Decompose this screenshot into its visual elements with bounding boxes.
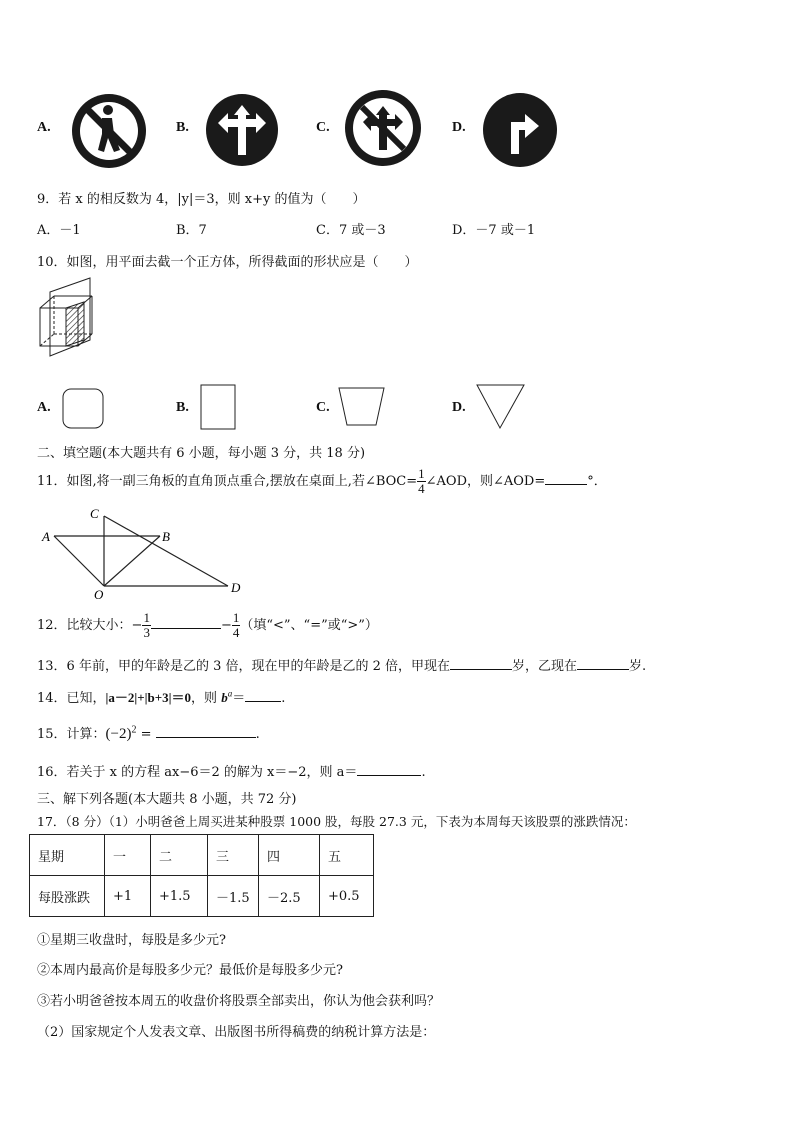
q15-text-pre: 15．计算：: [37, 727, 106, 742]
section-3-heading: 三、解下列各题(本大题共 8 小题，共 72 分): [37, 792, 297, 807]
straight-or-left-sign-icon: [204, 93, 280, 167]
q12-answer-blank[interactable]: [151, 616, 221, 629]
q17-sub-question-2: ②本周内最高价是每股多少元？最低价是每股多少元?: [37, 963, 343, 978]
rounded-square-shape: [62, 388, 106, 430]
stock-change-table: [29, 834, 374, 917]
q9-option-c: C．7 或－3: [316, 223, 386, 238]
table-cell: +1: [105, 876, 151, 917]
q11-text-tail: °．: [587, 474, 607, 489]
q14-text-mid: ，则: [191, 691, 222, 706]
table-cell: 二: [151, 835, 208, 876]
q10-option-c-label: C.: [316, 400, 330, 415]
q13-text: [37, 655, 646, 674]
q11-text-pre: 11．如图,将一副三角板的直角顶点重合,摆放在桌面上,若∠BOC=: [37, 474, 418, 489]
table-cell: 一: [105, 835, 151, 876]
q9-option-a: A．－1: [37, 223, 81, 238]
point-label-o: O: [94, 587, 104, 602]
q9-text: 9．若 x 的相反数为 4，|y|＝3，则 x+y 的值为（ ）: [37, 192, 366, 207]
q13-text-mid: 岁，乙现在: [512, 659, 578, 674]
table-cell: －1.5: [208, 876, 259, 917]
table-cell: 星期: [30, 835, 105, 876]
q15-exponent: 2: [131, 724, 137, 736]
q12-right-den: 4: [232, 625, 240, 640]
table-row: [30, 835, 374, 876]
q12-right-sign: −: [220, 618, 232, 633]
q14-text-post: .: [281, 691, 286, 706]
point-label-b: B: [162, 529, 170, 544]
q14-base: b: [221, 690, 228, 705]
q11-text-post: ∠AOD，则∠AOD=: [425, 474, 546, 489]
q8-option-d-label: D.: [452, 120, 466, 135]
q15-expression: (−2): [105, 726, 132, 742]
q8-option-a-label: A.: [37, 120, 51, 135]
table-cell: +0.5: [320, 876, 374, 917]
q15-text-post: .: [255, 727, 260, 742]
q12-text: [37, 608, 378, 644]
q13-answer-blank-a[interactable]: [450, 657, 512, 670]
right-turn-sign-icon: [481, 92, 559, 168]
q9-option-b: B．7: [176, 223, 207, 238]
q16-text-pre: 16．若关于 x 的方程 ax−6＝2 的解为 x＝−2，则 a＝: [37, 765, 358, 780]
point-label-a: A: [42, 529, 50, 544]
table-cell: －2.5: [259, 876, 320, 917]
q12-text-pre: 12．比较大小：: [37, 618, 132, 633]
trapezoid-shape: [338, 387, 386, 429]
q16-text-post: .: [421, 765, 426, 780]
q11-fraction: [417, 467, 426, 496]
q16-answer-blank[interactable]: [357, 763, 421, 776]
q11-text: [37, 466, 607, 498]
q10-option-b-label: B.: [176, 400, 189, 415]
q17-text: 17．（8 分）（1）小明爸爸上周买进某种股票 1000 股，每股 27.3 元，下表为本周每天该股票的涨跌情况：: [37, 814, 636, 829]
q15-answer-blank[interactable]: [156, 725, 256, 738]
q10-option-d-label: D.: [452, 400, 466, 415]
inverted-triangle-shape: [476, 384, 526, 432]
q17-sub-question-3: ③若小明爸爸按本周五的收盘价将股票全部卖出，你认为他会获利吗？: [37, 994, 441, 1009]
rectangle-shape: [200, 384, 238, 432]
q17-sub-question-1: ①星期三收盘时，每股是多少元?: [37, 933, 226, 948]
q16-text: [37, 761, 426, 780]
q13-text-pre: 13．6 年前，甲的年龄是乙的 3 倍，现在甲的年龄是乙的 2 倍，甲现在: [37, 659, 451, 674]
q12-left-fraction: [142, 611, 151, 640]
q12-right-num: 1: [232, 610, 240, 625]
q8-option-b-label: B.: [176, 120, 189, 135]
q14-exponent: a: [227, 688, 233, 699]
q12-left-sign: −: [131, 618, 143, 633]
table-cell: 三: [208, 835, 259, 876]
q9-option-d: D．－7 或－1: [452, 223, 536, 238]
table-cell: 每股涨跌: [30, 876, 105, 917]
q13-answer-blank-b[interactable]: [577, 657, 629, 670]
q10-option-a-label: A.: [37, 400, 51, 415]
cube-cut-figure: [36, 272, 100, 364]
q11-fraction-den: 4: [418, 481, 425, 496]
q14-expression: |a－2|+|b+3|＝0: [105, 690, 192, 705]
table-cell: 五: [320, 835, 374, 876]
table-cell: +1.5: [151, 876, 208, 917]
triangle-board-figure: [38, 502, 248, 602]
q12-text-post: （填“<”、“=”或“>”）: [240, 618, 378, 633]
q8-option-c-label: C.: [316, 120, 330, 135]
no-straight-or-left-sign-icon: [343, 88, 423, 168]
q14-text-pre: 14．已知，: [37, 691, 106, 706]
q11-answer-blank[interactable]: [545, 472, 587, 485]
q15-equals: =: [136, 727, 156, 742]
table-row: [30, 876, 374, 917]
q11-fraction-num: 1: [418, 466, 425, 481]
q12-left-num: 1: [143, 610, 150, 625]
q14-answer-blank[interactable]: [245, 689, 281, 702]
q14-equals: ＝: [232, 691, 246, 706]
no-pedestrian-sign-icon: [68, 92, 150, 170]
q12-left-den: 3: [143, 625, 150, 640]
section-2-heading: 二、填空题(本大题共有 6 小题，每小题 3 分，共 18 分): [37, 446, 366, 461]
q15-text: [37, 723, 260, 743]
q17-part-2: （2）国家规定个人发表文章、出版图书所得稿费的纳税计算方法是：: [37, 1025, 436, 1040]
point-label-c: C: [90, 506, 99, 521]
q14-text: [37, 687, 285, 706]
point-label-d: D: [231, 580, 241, 595]
q10-text: 10．如图，用平面去截一个正方体，所得截面的形状应是（ ）: [37, 255, 418, 270]
q13-text-post: 岁.: [629, 659, 647, 674]
table-cell: 四: [259, 835, 320, 876]
